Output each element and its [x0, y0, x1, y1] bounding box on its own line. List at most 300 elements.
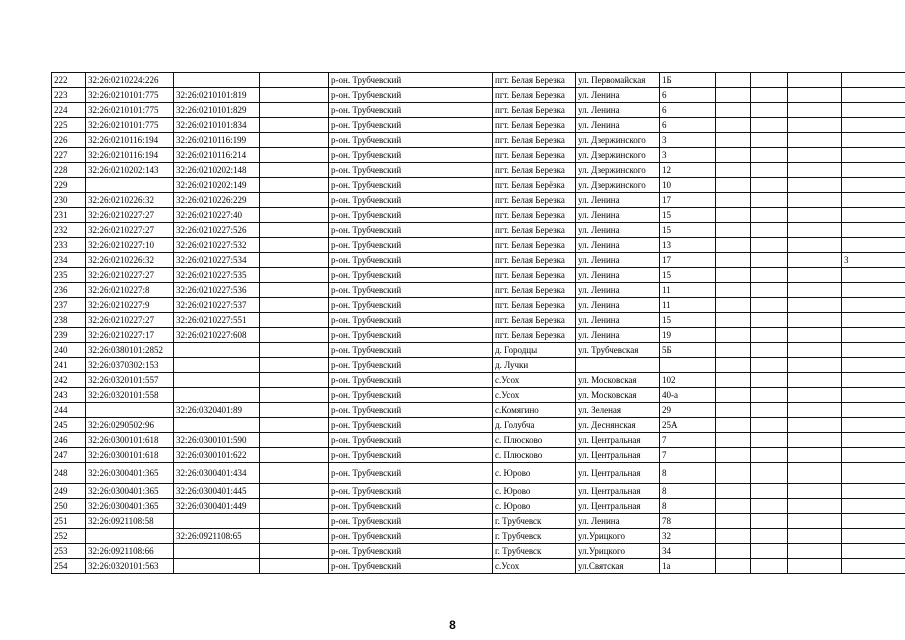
- table-row: [52, 529, 905, 544]
- cell-row-number: 237: [52, 298, 86, 313]
- cell-cadastral-parcel: 32:26:0320101:557: [86, 373, 174, 388]
- cell-blank-b: [716, 133, 751, 148]
- cell-cadastral-building: 32:26:0300101:590: [174, 433, 260, 448]
- cell-settlement: пгт. Белая Березка: [493, 313, 576, 328]
- cell-blank-a: [260, 298, 329, 313]
- cell-street: ул. Ленина: [576, 238, 660, 253]
- cell-blank-d: [788, 268, 842, 283]
- cell-row-number: 232: [52, 223, 86, 238]
- cell-district: р-он. Трубчевский: [329, 343, 493, 358]
- cell-settlement: пгт. Белая Березка: [493, 118, 576, 133]
- cell-cadastral-parcel: 32:26:0320101:558: [86, 388, 174, 403]
- cell-cadastral-parcel: [86, 403, 174, 418]
- cell-street: ул. Дзержинского: [576, 148, 660, 163]
- cell-blank-a: [260, 433, 329, 448]
- table-row: [52, 73, 905, 88]
- cell-house: [660, 358, 716, 373]
- cell-district: р-он. Трубчевский: [329, 373, 493, 388]
- cell-blank-d: [788, 418, 842, 433]
- cell-house: 13: [660, 238, 716, 253]
- cell-cadastral-building: [174, 418, 260, 433]
- cell-settlement: с. Плюсково: [493, 448, 576, 463]
- cell-row-number: 235: [52, 268, 86, 283]
- cell-blank-a: [260, 328, 329, 343]
- table-row: [52, 448, 905, 463]
- cell-district: р-он. Трубчевский: [329, 418, 493, 433]
- cell-settlement: с.Усох: [493, 388, 576, 403]
- cell-blank-d: [788, 358, 842, 373]
- cell-blank-a: [260, 103, 329, 118]
- cell-house: 15: [660, 313, 716, 328]
- cell-street: ул. Центральная: [576, 463, 660, 484]
- cell-house: 11: [660, 298, 716, 313]
- table-row: [52, 463, 905, 484]
- cell-district: р-он. Трубчевский: [329, 133, 493, 148]
- cell-row-number: 246: [52, 433, 86, 448]
- cell-cadastral-building: 32:26:0210101:819: [174, 88, 260, 103]
- table-row: [52, 103, 905, 118]
- cell-row-number: 227: [52, 148, 86, 163]
- cell-blank-a: [260, 499, 329, 514]
- cell-row-number: 240: [52, 343, 86, 358]
- cell-cadastral-building: [174, 358, 260, 373]
- cell-blank-c: [751, 148, 788, 163]
- cell-blank-b: [716, 514, 751, 529]
- cell-blank-c: [751, 283, 788, 298]
- cell-blank-b: [716, 178, 751, 193]
- cell-cadastral-building: 32:26:0210227:551: [174, 313, 260, 328]
- cell-blank-e: [842, 499, 905, 514]
- cell-house: 6: [660, 118, 716, 133]
- cell-row-number: 236: [52, 283, 86, 298]
- table-row: [52, 313, 905, 328]
- cell-street: ул.Урицкого: [576, 529, 660, 544]
- table-row: [52, 343, 905, 358]
- cell-blank-b: [716, 544, 751, 559]
- cell-blank-e: [842, 148, 905, 163]
- cell-blank-b: [716, 358, 751, 373]
- cell-cadastral-building: 32:26:0300401:445: [174, 484, 260, 499]
- table-row: [52, 118, 905, 133]
- cell-blank-a: [260, 448, 329, 463]
- cell-cadastral-building: [174, 559, 260, 574]
- cell-blank-c: [751, 268, 788, 283]
- cell-cadastral-building: 32:26:0210116:214: [174, 148, 260, 163]
- cell-blank-b: [716, 343, 751, 358]
- cell-district: р-он. Трубчевский: [329, 313, 493, 328]
- cell-blank-a: [260, 358, 329, 373]
- table-row: [52, 208, 905, 223]
- cell-blank-e: [842, 313, 905, 328]
- cell-blank-a: [260, 148, 329, 163]
- cell-blank-a: [260, 529, 329, 544]
- cell-blank-c: [751, 418, 788, 433]
- table-row: [52, 499, 905, 514]
- cell-settlement: г. Трубчевск: [493, 529, 576, 544]
- cell-blank-c: [751, 499, 788, 514]
- cell-blank-c: [751, 178, 788, 193]
- cell-district: р-он. Трубчевский: [329, 193, 493, 208]
- cell-blank-d: [788, 544, 842, 559]
- table-row: [52, 544, 905, 559]
- cell-house: 8: [660, 484, 716, 499]
- cell-district: р-он. Трубчевский: [329, 448, 493, 463]
- cell-blank-b: [716, 403, 751, 418]
- cell-settlement: пгт. Белая Березка: [493, 163, 576, 178]
- cell-cadastral-building: 32:26:0210226:229: [174, 193, 260, 208]
- page-number: 8: [449, 618, 456, 632]
- cell-street: ул. Трубчевская: [576, 343, 660, 358]
- cell-district: р-он. Трубчевский: [329, 148, 493, 163]
- cell-house: 32: [660, 529, 716, 544]
- cell-settlement: пгт. Белая Березка: [493, 328, 576, 343]
- cell-district: р-он. Трубчевский: [329, 529, 493, 544]
- cell-blank-d: [788, 529, 842, 544]
- cell-blank-b: [716, 373, 751, 388]
- cell-row-number: 253: [52, 544, 86, 559]
- cell-row-number: 222: [52, 73, 86, 88]
- cell-cadastral-building: 32:26:0320401:89: [174, 403, 260, 418]
- cell-street: ул. Зеленая: [576, 403, 660, 418]
- cell-blank-c: [751, 88, 788, 103]
- cell-cadastral-parcel: 32:26:0921108:66: [86, 544, 174, 559]
- cell-settlement: пгт. Белая Березка: [493, 73, 576, 88]
- cell-cadastral-building: 32:26:0210101:829: [174, 103, 260, 118]
- cell-blank-e: [842, 343, 905, 358]
- cell-house: 78: [660, 514, 716, 529]
- cell-blank-e: [842, 328, 905, 343]
- cell-row-number: 242: [52, 373, 86, 388]
- cell-blank-c: [751, 559, 788, 574]
- cell-blank-a: [260, 223, 329, 238]
- cell-blank-b: [716, 388, 751, 403]
- cell-blank-a: [260, 268, 329, 283]
- table-row: [52, 418, 905, 433]
- cell-blank-d: [788, 88, 842, 103]
- cell-street: ул.Святская: [576, 559, 660, 574]
- cell-blank-b: [716, 238, 751, 253]
- cell-blank-e: [842, 163, 905, 178]
- cell-blank-e: [842, 283, 905, 298]
- cell-blank-c: [751, 118, 788, 133]
- cell-blank-d: [788, 223, 842, 238]
- cell-blank-e: [842, 73, 905, 88]
- cell-blank-a: [260, 418, 329, 433]
- table-row: [52, 328, 905, 343]
- cell-cadastral-building: 32:26:0300401:434: [174, 463, 260, 484]
- cell-blank-b: [716, 148, 751, 163]
- table-row: [52, 148, 905, 163]
- cell-blank-c: [751, 253, 788, 268]
- cell-blank-d: [788, 148, 842, 163]
- cell-street: [576, 358, 660, 373]
- table-row: [52, 373, 905, 388]
- cell-blank-b: [716, 103, 751, 118]
- cell-street: ул. Ленина: [576, 193, 660, 208]
- cell-cadastral-building: [174, 514, 260, 529]
- cell-settlement: пгт. Белая Березка: [493, 238, 576, 253]
- cell-row-number: 241: [52, 358, 86, 373]
- cell-row-number: 224: [52, 103, 86, 118]
- cell-blank-c: [751, 373, 788, 388]
- cell-settlement: пгт. Белая Березка: [493, 133, 576, 148]
- cell-blank-a: [260, 283, 329, 298]
- cell-settlement: пгт. Белая Березка: [493, 253, 576, 268]
- cell-district: р-он. Трубчевский: [329, 328, 493, 343]
- cell-blank-b: [716, 529, 751, 544]
- cell-blank-a: [260, 238, 329, 253]
- cell-settlement: г. Трубчевск: [493, 544, 576, 559]
- cell-blank-c: [751, 433, 788, 448]
- cell-cadastral-parcel: 32:26:0210227:27: [86, 208, 174, 223]
- cell-cadastral-parcel: 32:26:0210227:8: [86, 283, 174, 298]
- cell-blank-a: [260, 133, 329, 148]
- table-row: [52, 133, 905, 148]
- cell-blank-e: 3: [842, 253, 905, 268]
- cell-cadastral-building: 32:26:0210202:148: [174, 163, 260, 178]
- cell-row-number: 231: [52, 208, 86, 223]
- cell-house: 7: [660, 433, 716, 448]
- cell-settlement: пгт. Белая Березка: [493, 148, 576, 163]
- cell-settlement: д. Лучки: [493, 358, 576, 373]
- cell-blank-e: [842, 133, 905, 148]
- cell-blank-b: [716, 298, 751, 313]
- cell-cadastral-parcel: 32:26:0210101:775: [86, 118, 174, 133]
- cell-district: р-он. Трубчевский: [329, 283, 493, 298]
- cell-street: ул. Московская: [576, 373, 660, 388]
- cell-blank-a: [260, 193, 329, 208]
- cell-cadastral-parcel: 32:26:0921108:58: [86, 514, 174, 529]
- cell-house: 1Б: [660, 73, 716, 88]
- cell-cadastral-parcel: [86, 529, 174, 544]
- cell-row-number: 238: [52, 313, 86, 328]
- cell-row-number: 251: [52, 514, 86, 529]
- cell-blank-e: [842, 559, 905, 574]
- cell-cadastral-parcel: 32:26:0210227:27: [86, 313, 174, 328]
- cell-district: р-он. Трубчевский: [329, 433, 493, 448]
- cell-blank-c: [751, 193, 788, 208]
- table-row: [52, 268, 905, 283]
- cell-settlement: с. Юрово: [493, 499, 576, 514]
- cell-row-number: 226: [52, 133, 86, 148]
- cell-blank-a: [260, 253, 329, 268]
- cell-cadastral-parcel: [86, 178, 174, 193]
- cell-blank-a: [260, 208, 329, 223]
- cell-blank-d: [788, 313, 842, 328]
- cell-house: 15: [660, 223, 716, 238]
- table-row: [52, 559, 905, 574]
- table-row: [52, 178, 905, 193]
- cell-cadastral-parcel: 32:26:0370302:153: [86, 358, 174, 373]
- cell-street: ул. Дзержинского: [576, 163, 660, 178]
- cell-street: ул. Ленина: [576, 208, 660, 223]
- cell-row-number: 244: [52, 403, 86, 418]
- cell-blank-a: [260, 88, 329, 103]
- cell-blank-c: [751, 313, 788, 328]
- cell-cadastral-parcel: 32:26:0300101:618: [86, 448, 174, 463]
- cell-blank-e: [842, 418, 905, 433]
- cell-district: р-он. Трубчевский: [329, 463, 493, 484]
- cell-house: 17: [660, 253, 716, 268]
- cell-blank-d: [788, 238, 842, 253]
- cell-street: ул. Деснянская: [576, 418, 660, 433]
- cell-district: р-он. Трубчевский: [329, 118, 493, 133]
- cell-district: р-он. Трубчевский: [329, 163, 493, 178]
- cell-blank-b: [716, 484, 751, 499]
- cell-street: ул. Дзержинского: [576, 178, 660, 193]
- cell-house: 8: [660, 463, 716, 484]
- cell-house: 17: [660, 193, 716, 208]
- cell-blank-b: [716, 163, 751, 178]
- cell-blank-d: [788, 103, 842, 118]
- cell-blank-d: [788, 133, 842, 148]
- cell-cadastral-parcel: 32:26:0210227:17: [86, 328, 174, 343]
- cell-cadastral-parcel: 32:26:0210116:194: [86, 148, 174, 163]
- cell-house: 102: [660, 373, 716, 388]
- cell-blank-b: [716, 118, 751, 133]
- cell-blank-c: [751, 358, 788, 373]
- cell-blank-c: [751, 133, 788, 148]
- table-row: [52, 253, 905, 268]
- cell-cadastral-building: 32:26:0300101:622: [174, 448, 260, 463]
- cell-blank-d: [788, 208, 842, 223]
- cell-cadastral-parcel: 32:26:0300401:365: [86, 484, 174, 499]
- table-row: [52, 88, 905, 103]
- cell-cadastral-parcel: 32:26:0320101:563: [86, 559, 174, 574]
- cell-house: 11: [660, 283, 716, 298]
- cell-blank-e: [842, 268, 905, 283]
- cell-blank-c: [751, 163, 788, 178]
- cell-cadastral-building: 32:26:0300401:449: [174, 499, 260, 514]
- cell-blank-d: [788, 73, 842, 88]
- table-row: [52, 358, 905, 373]
- cell-blank-b: [716, 253, 751, 268]
- cell-settlement: с.Усох: [493, 559, 576, 574]
- cell-row-number: 230: [52, 193, 86, 208]
- cell-blank-d: [788, 178, 842, 193]
- cell-blank-c: [751, 484, 788, 499]
- cell-settlement: г. Трубчевск: [493, 514, 576, 529]
- cell-row-number: 239: [52, 328, 86, 343]
- cell-blank-d: [788, 163, 842, 178]
- cell-cadastral-parcel: 32:26:0300101:618: [86, 433, 174, 448]
- cell-blank-e: [842, 463, 905, 484]
- cell-blank-c: [751, 208, 788, 223]
- cell-street: ул. Ленина: [576, 223, 660, 238]
- cell-blank-c: [751, 343, 788, 358]
- cell-blank-a: [260, 73, 329, 88]
- cell-blank-b: [716, 499, 751, 514]
- cell-blank-d: [788, 328, 842, 343]
- cell-blank-c: [751, 298, 788, 313]
- cell-blank-d: [788, 283, 842, 298]
- cell-house: 12: [660, 163, 716, 178]
- cell-cadastral-building: 32:26:0210101:834: [174, 118, 260, 133]
- cell-blank-b: [716, 73, 751, 88]
- cell-district: р-он. Трубчевский: [329, 238, 493, 253]
- cell-blank-e: [842, 544, 905, 559]
- cell-blank-e: [842, 403, 905, 418]
- cell-blank-b: [716, 208, 751, 223]
- cell-blank-a: [260, 388, 329, 403]
- cell-settlement: пгт. Белая Березка: [493, 268, 576, 283]
- cell-blank-c: [751, 544, 788, 559]
- cell-district: р-он. Трубчевский: [329, 388, 493, 403]
- cell-row-number: 234: [52, 253, 86, 268]
- registry-table-body: [52, 73, 905, 574]
- cell-blank-a: [260, 544, 329, 559]
- cell-row-number: 245: [52, 418, 86, 433]
- cell-blank-e: [842, 448, 905, 463]
- cell-cadastral-parcel: 32:26:0210227:10: [86, 238, 174, 253]
- cell-street: ул. Ленина: [576, 103, 660, 118]
- cell-blank-e: [842, 514, 905, 529]
- table-row: [52, 433, 905, 448]
- cell-row-number: 229: [52, 178, 86, 193]
- cell-house: 10: [660, 178, 716, 193]
- cell-blank-b: [716, 418, 751, 433]
- cell-blank-e: [842, 373, 905, 388]
- cell-house: 3: [660, 148, 716, 163]
- cell-cadastral-building: 32:26:0210202:149: [174, 178, 260, 193]
- cell-district: р-он. Трубчевский: [329, 358, 493, 373]
- cell-cadastral-parcel: 32:26:0210227:27: [86, 268, 174, 283]
- cell-blank-e: [842, 103, 905, 118]
- cell-cadastral-parcel: 32:26:0300401:365: [86, 463, 174, 484]
- cell-settlement: с. Плюсково: [493, 433, 576, 448]
- cell-settlement: пгт. Белая Березка: [493, 193, 576, 208]
- cell-blank-e: [842, 433, 905, 448]
- cell-cadastral-parcel: 32:26:0210226:32: [86, 253, 174, 268]
- cell-cadastral-building: 32:26:0210227:532: [174, 238, 260, 253]
- cell-cadastral-parcel: 32:26:0210101:775: [86, 103, 174, 118]
- table-row: [52, 298, 905, 313]
- cell-house: 7: [660, 448, 716, 463]
- cell-cadastral-building: 32:26:0210116:199: [174, 133, 260, 148]
- cell-blank-b: [716, 313, 751, 328]
- cell-blank-c: [751, 388, 788, 403]
- cell-blank-e: [842, 178, 905, 193]
- cell-row-number: 249: [52, 484, 86, 499]
- cell-blank-a: [260, 559, 329, 574]
- cell-row-number: 225: [52, 118, 86, 133]
- cell-blank-e: [842, 208, 905, 223]
- cell-blank-c: [751, 529, 788, 544]
- cell-blank-a: [260, 484, 329, 499]
- cell-row-number: 247: [52, 448, 86, 463]
- table-row: [52, 223, 905, 238]
- cell-blank-e: [842, 118, 905, 133]
- cell-blank-d: [788, 403, 842, 418]
- cell-cadastral-building: [174, 544, 260, 559]
- cell-house: 8: [660, 499, 716, 514]
- cell-row-number: 233: [52, 238, 86, 253]
- cell-street: ул. Центральная: [576, 484, 660, 499]
- cell-blank-b: [716, 463, 751, 484]
- cell-district: р-он. Трубчевский: [329, 403, 493, 418]
- cell-blank-d: [788, 499, 842, 514]
- cell-district: р-он. Трубчевский: [329, 103, 493, 118]
- cell-cadastral-parcel: 32:26:0380101:2852: [86, 343, 174, 358]
- cell-row-number: 243: [52, 388, 86, 403]
- cell-settlement: пгт. Белая Березка: [493, 283, 576, 298]
- cell-street: ул. Ленина: [576, 88, 660, 103]
- cell-blank-c: [751, 238, 788, 253]
- cell-blank-d: [788, 118, 842, 133]
- cell-house: 5Б: [660, 343, 716, 358]
- cell-row-number: 223: [52, 88, 86, 103]
- cell-district: р-он. Трубчевский: [329, 253, 493, 268]
